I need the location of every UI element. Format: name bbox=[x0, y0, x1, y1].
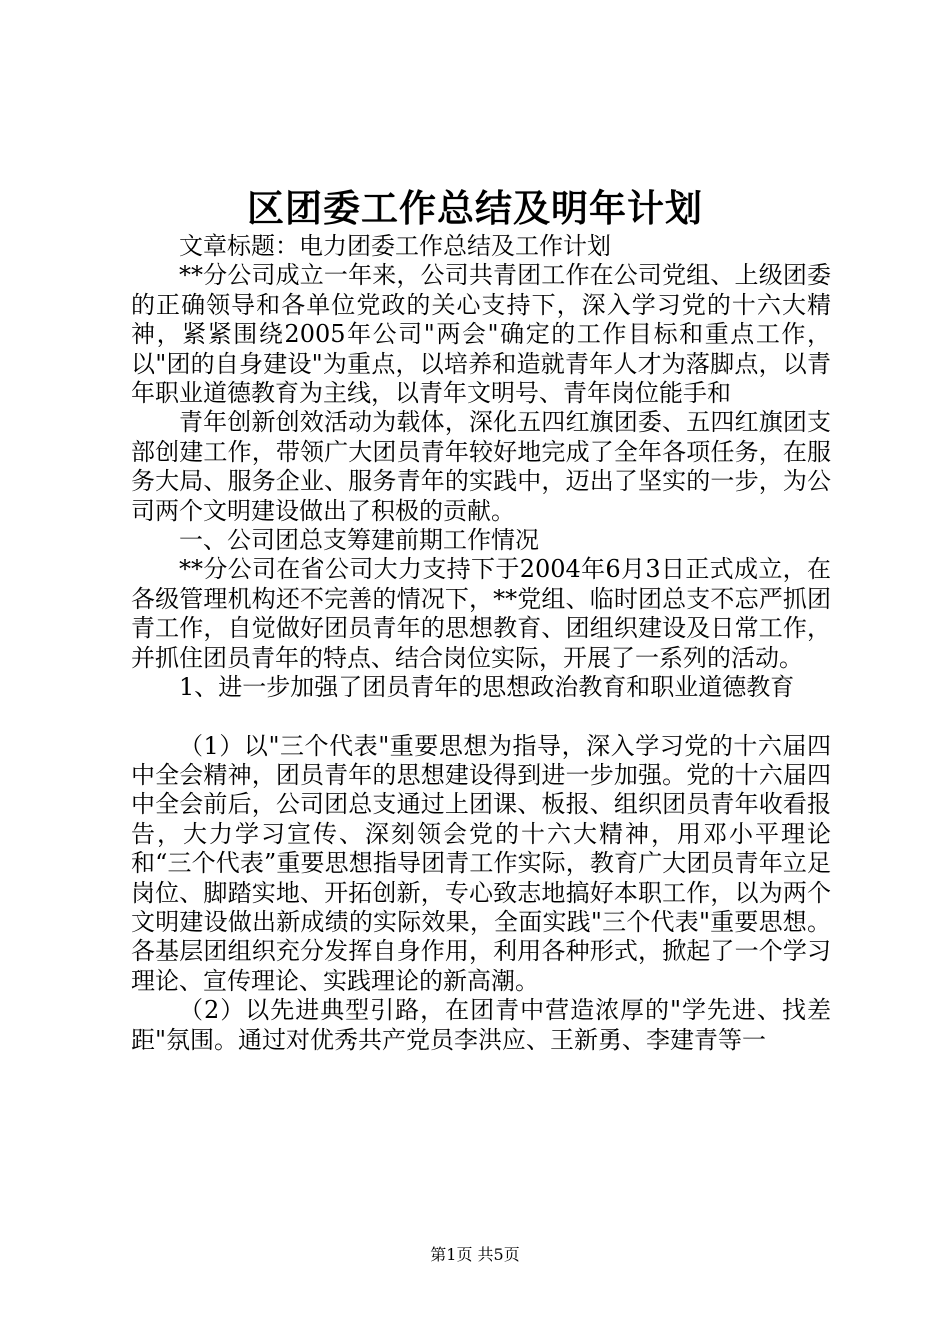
section-heading-1: 一、公司团总支筹建前期工作情况 bbox=[179, 526, 539, 555]
paragraph-item-2: （2）以先进典型引路，在团青中营造浓厚的"学先进、找差距"氛围。通过对优秀共产党员李洪应、王新勇、李建青等一 bbox=[131, 996, 831, 1054]
document-body bbox=[131, 232, 831, 1055]
paragraph-section-1: **分公司在省公司大力支持下于2004年6月3日正式成立，在各级管理机构还不完善的情况下，**党组、临时团总支不忘严抓团青工作，自觉做好团员青年的思想教育、团组织建设及日常工作，并抓住团员青年的特点、结合岗位实际，开展了一系列的活动。 bbox=[131, 555, 831, 672]
subsection-heading-1: 1、进一步加强了团员青年的思想政治教育和职业道德教育 bbox=[179, 673, 795, 702]
paragraph-item-1: （1）以"三个代表"重要思想为指导，深入学习党的十六届四中全会精神，团员青年的思想建设得到进一步加强。党的十六届四中全会前后，公司团总支通过上团课、板报、组织团员青年收看报告，大力学习宣传、深刻领会党的十六大精神，用邓小平理论和“三个代表”重要思想指导团青工作实际，教育广大团员青年立足岗位、脚踏实地、开拓创新，专心致志地搞好本职工作，以为两个文明建设做出新成绩的实际效果，全面实践"三个代表"重要思想。各基层团组织充分发挥自身作用，利用各种形式，掀起了一个学习理论、宣传理论、实践理论的新高潮。 bbox=[131, 731, 831, 995]
article-subtitle: 文章标题：电力团委工作总结及工作计划 bbox=[179, 232, 611, 260]
paragraph-intro: **分公司成立一年来，公司共青团工作在公司党组、上级团委的正确领导和各单位党政的关心支持下，深入学习党的十六大精神，紧紧围绕2005年公司"两会"确定的工作目标和重点工作，以"团的自身建设"为重点，以培养和造就青年人才为落脚点，以青年职业道德教育为主线，以青年文明号、青年岗位能手和 bbox=[131, 261, 831, 408]
paragraph-intro-continued: 青年创新创效活动为载体，深化五四红旗团委、五四红旗团支部创建工作，带领广大团员青年较好地完成了全年各项任务，在服务大局、服务企业、服务青年的实践中，迈出了坚实的一步，为公司两个文明建设做出了积极的贡献。 bbox=[131, 408, 831, 525]
document-title: 区团委工作总结及明年计划 bbox=[247, 186, 703, 230]
page-footer: 第1页 共5页 bbox=[430, 1245, 520, 1264]
